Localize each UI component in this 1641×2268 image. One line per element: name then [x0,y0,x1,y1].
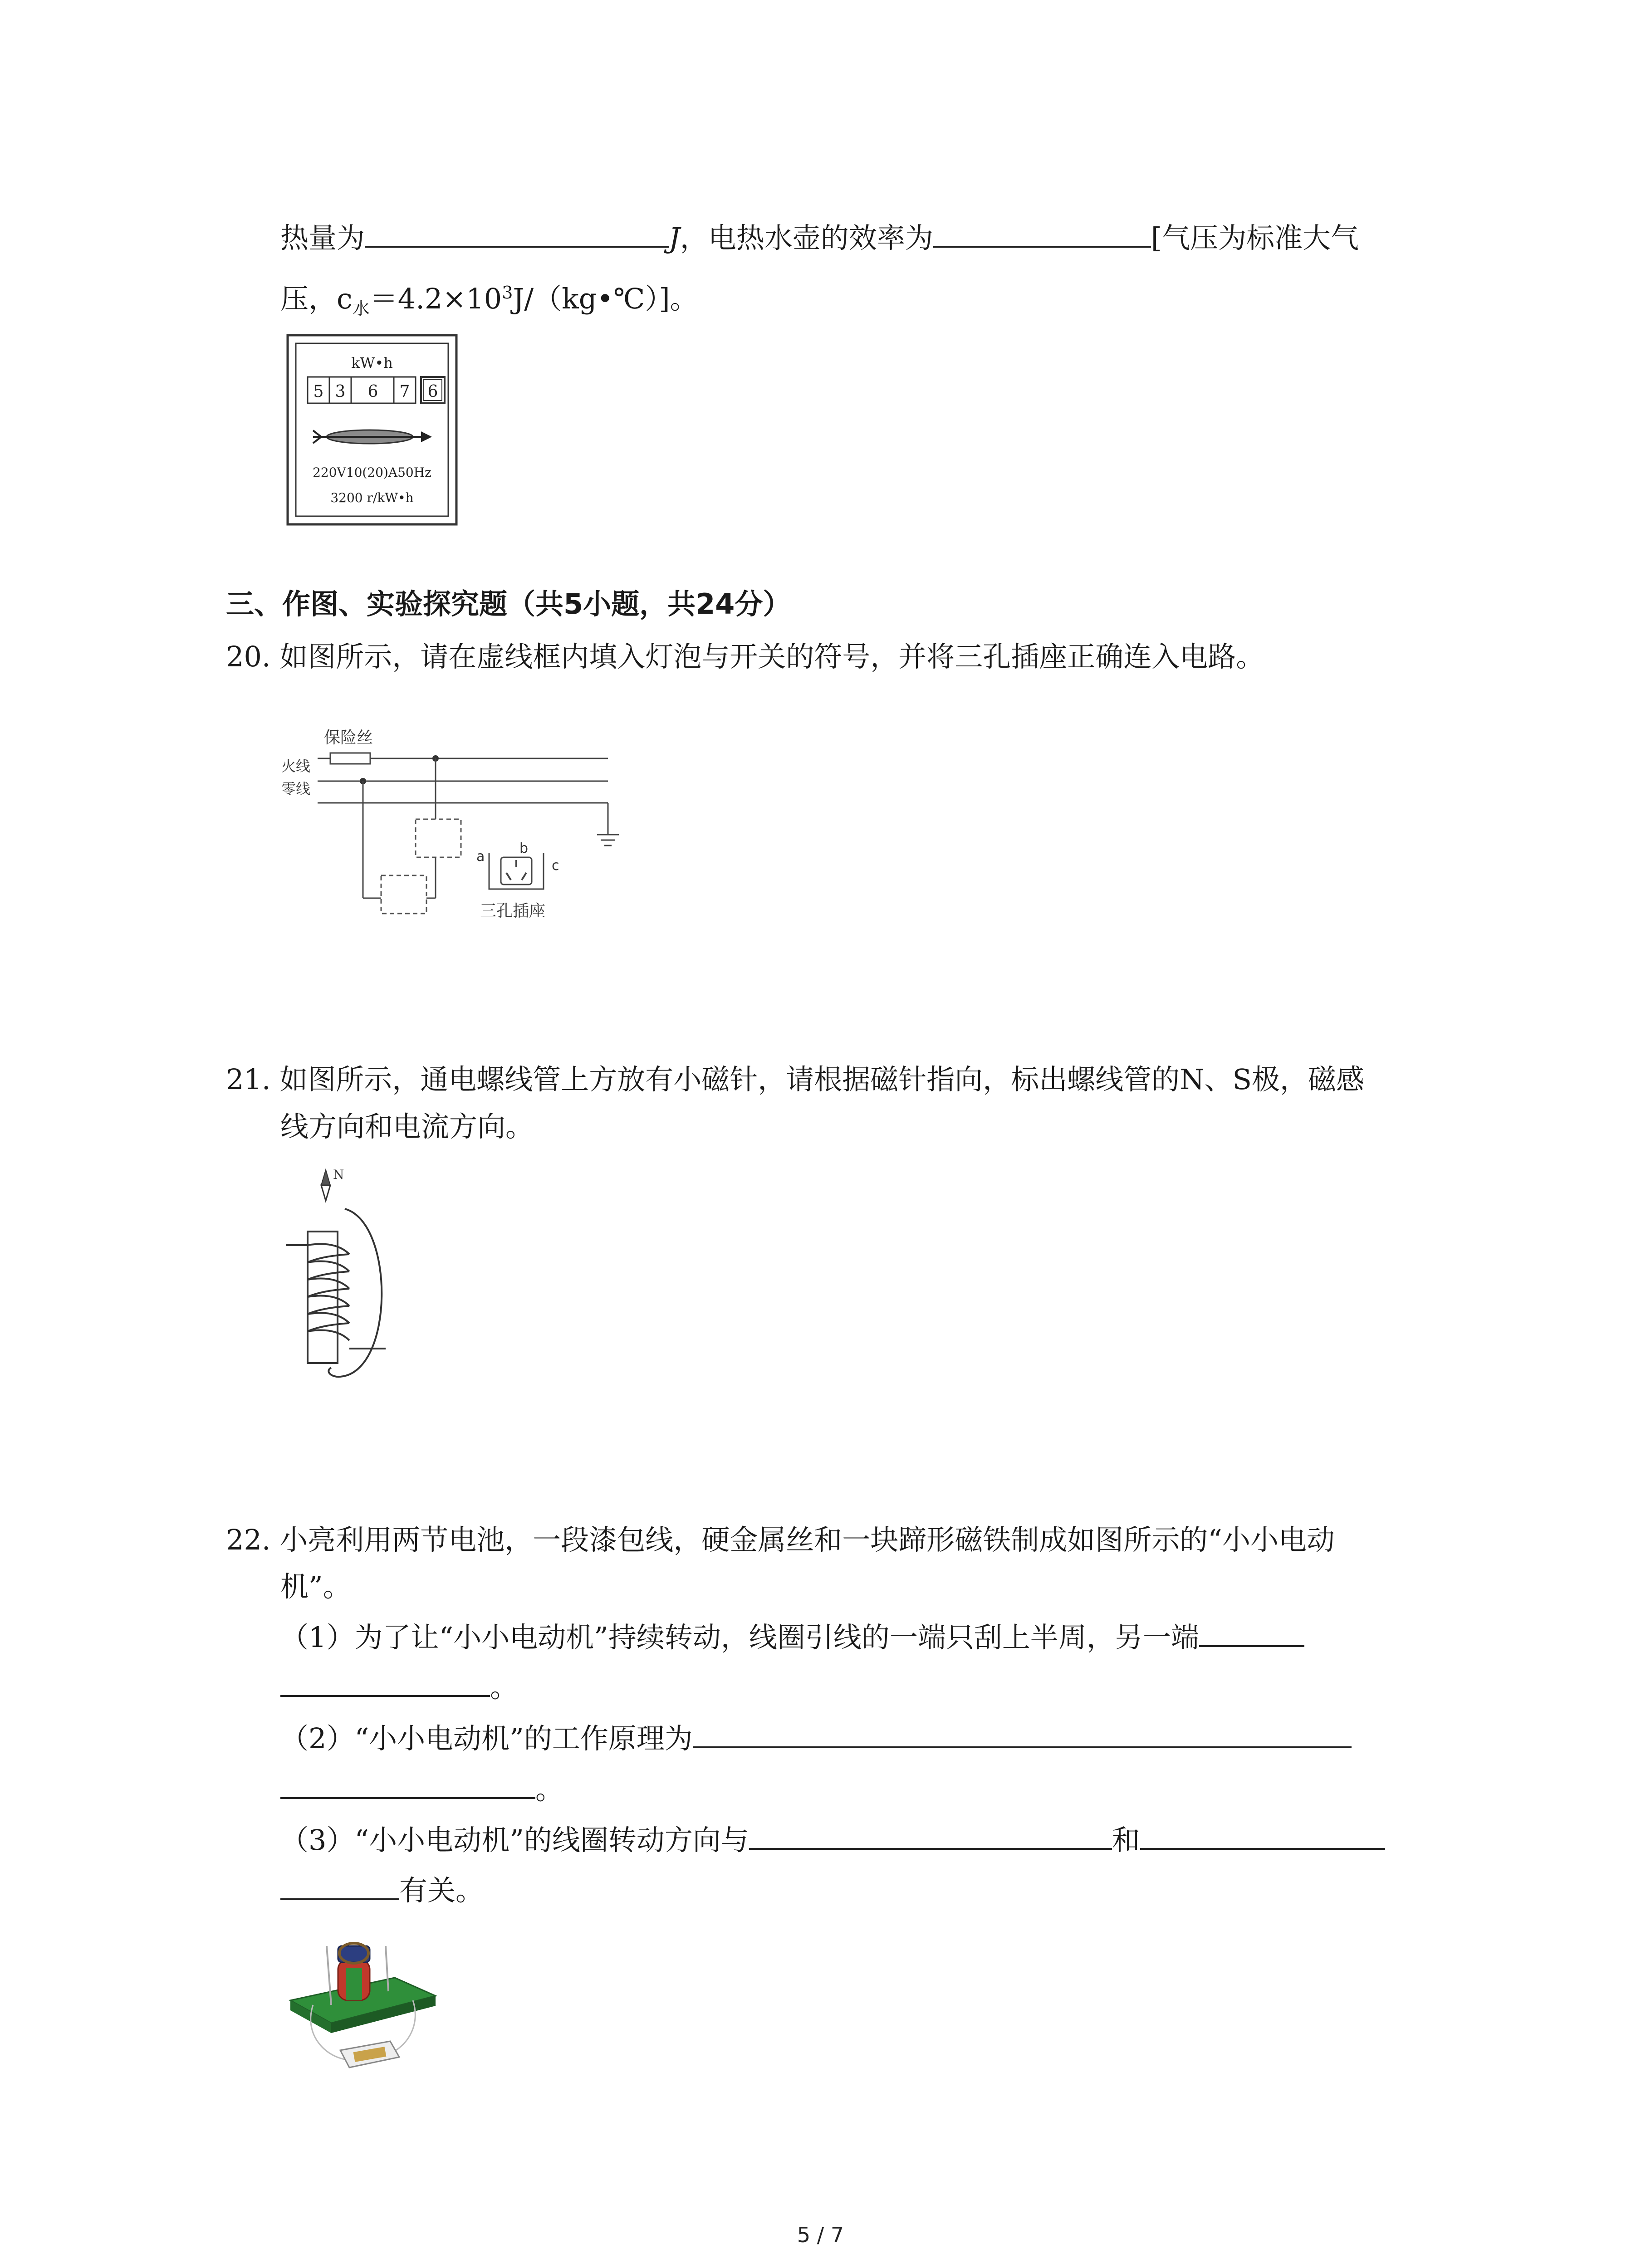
fuse-symbol [330,753,370,764]
q19-blank-heat[interactable] [365,220,669,248]
q19-text-d: [气压为标准大气 [1151,221,1359,254]
meter-disc-arrow [313,430,432,444]
q19-sub: 水 [352,298,370,319]
ground-icon [597,835,619,846]
solenoid-figure [281,1163,399,1390]
q22-line1: 22. 小亮利用两节电池，一段漆包线，硬金属丝和一块蹄形磁铁制成如图所示的“小小电动 [226,1523,1335,1556]
socket-label: 三孔插座 [480,902,546,920]
socket-pin-a: a [476,849,485,865]
q22-part1 [280,1619,1304,1656]
q22-blank-2b[interactable] [280,1772,535,1799]
circuit-figure [272,721,635,934]
dashed-box-upper[interactable] [416,819,461,857]
meter-rate: 3200 r/kW•h [330,490,414,505]
meter-digit-5: 6 [427,382,438,401]
q19-unit-j: J [669,221,680,254]
q22-blank-1b[interactable] [280,1670,490,1697]
meter-digit-4: 7 [399,382,410,401]
meter-spec: 220V10(20)A50Hz [313,465,431,480]
q22-part3-and: 和 [1112,1823,1140,1857]
q22-blank-2a[interactable] [693,1721,1352,1748]
q21-line2: 线方向和电流方向。 [280,1110,534,1143]
q22-part1-end: 。 [490,1671,519,1704]
q22-blank-3b[interactable] [1140,1823,1385,1850]
q22-blank-3a[interactable] [749,1823,1112,1850]
section-heading: 三、作图、实验探究题（共5小题，共24分） [226,587,791,621]
q22-part1-text: （1）为了让“小小电动机”持续转动，线圈引线的一端只刮上半周，另一端 [280,1621,1199,1654]
q19-line2 [280,274,698,327]
q19-text-e: 压，c [280,282,353,315]
q22-part2 [280,1721,1352,1757]
meter-unit: kW•h [351,354,393,371]
q19-blank-efficiency[interactable] [933,220,1151,248]
live-wire-label: 火线 [281,758,311,775]
q22-part1-cont [280,1669,518,1706]
q22-part2-end: 。 [535,1773,564,1806]
meter-digit-1: 5 [313,382,324,401]
meter-digit-3: 6 [367,382,378,401]
q22-blank-3c[interactable] [280,1873,399,1900]
meter-digit-2: 3 [335,382,346,401]
q19-text-g: J/（kg•℃）]。 [513,282,698,315]
q19-sup: 3 [502,283,513,303]
meter-digits [308,377,445,403]
three-hole-socket [476,841,559,920]
q22-part2-text: （2）“小小电动机”的工作原理为 [280,1722,693,1755]
q22-blank-1a[interactable] [1199,1620,1304,1647]
page-number: 5 / 7 [797,2223,844,2247]
q19-text-f: ＝4.2×10 [369,282,502,315]
socket-pin-b: b [519,841,529,856]
q22-line2: 机”。 [280,1570,351,1603]
q22-part3-cont [280,1872,484,1909]
q19-text-c: ，电热水壶的效率为 [680,221,933,254]
q22-part2-cont [280,1771,563,1808]
electric-meter-figure [286,333,458,526]
q19-text-a: 热量为 [280,221,365,254]
needle-n-label: N [333,1167,344,1182]
compass-needle-icon [321,1167,344,1201]
q19-line1 [280,220,1359,256]
neutral-wire-label: 零线 [281,780,311,797]
fuse-label: 保险丝 [324,728,373,747]
socket-pin-c: c [552,858,559,874]
q22-part3 [280,1822,1385,1858]
dashed-box-lower[interactable] [381,875,426,914]
q20-question: 20. 如图所示，请在虚线框内填入灯泡与开关的符号，并将三孔插座正确连入电路。 [226,640,1264,673]
q21-line1: 21. 如图所示，通电螺线管上方放有小磁针，请根据磁针指向，标出螺线管的N、S极，磁感 [226,1063,1365,1096]
q22-part3-end: 有关。 [399,1874,484,1907]
q22-part3-text: （3）“小小电动机”的线圈转动方向与 [280,1823,749,1857]
small-motor-illustration [286,1928,440,2077]
